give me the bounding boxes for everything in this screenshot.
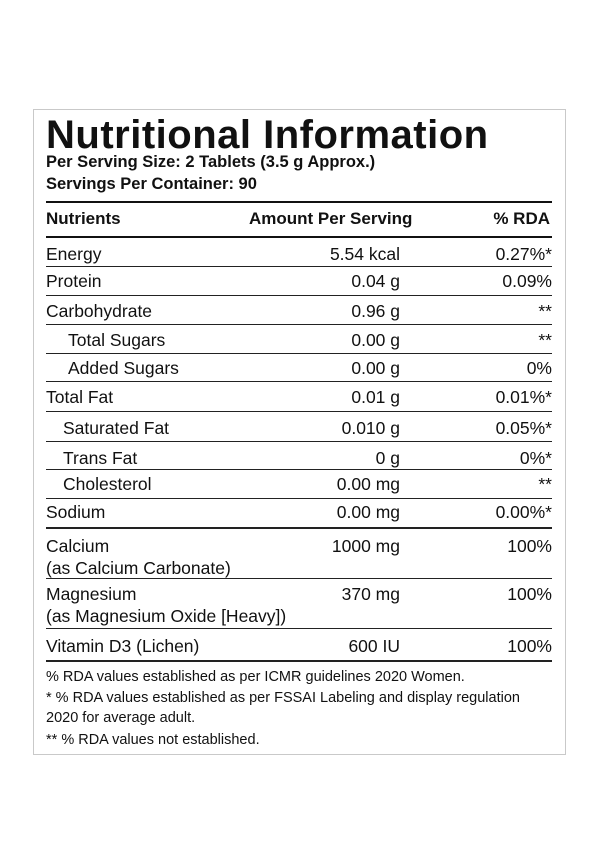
row-rda: 100%: [507, 536, 552, 556]
row-amount: 0.00 mg: [336, 502, 400, 522]
row-amount: 1000 mg: [331, 536, 400, 556]
table-row: [46, 412, 552, 442]
row-name: [46, 535, 231, 579]
row-name: Sodium: [46, 502, 106, 522]
header-nutrients: Nutrients: [46, 209, 121, 228]
row-rda: 100%: [507, 584, 552, 604]
footnote-not-established: ** % RDA values not established.: [46, 732, 260, 748]
nutrient-source: (as Calcium Carbonate): [46, 558, 231, 578]
table-row: [46, 267, 552, 296]
row-rda: 0.09%: [502, 271, 552, 291]
row-amount: 0.00 g: [351, 358, 400, 378]
row-name: Protein: [46, 271, 102, 291]
row-amount: 0.010 g: [341, 418, 400, 438]
table-row: [46, 579, 552, 629]
row-rda: 0%: [526, 358, 552, 378]
table-row: [46, 325, 552, 354]
row-name: Saturated Fat: [63, 418, 170, 438]
nutrient-label: Magnesium: [46, 584, 137, 604]
row-name: Total Fat: [46, 387, 114, 407]
servings-per-container: Servings Per Container: 90: [46, 175, 257, 193]
footnote-fssai: * % RDA values established as per FSSAI Labeling and display regulation 2020 for average adult.: [46, 690, 520, 726]
row-rda: 0%*: [519, 448, 552, 468]
row-name: Energy: [46, 244, 102, 264]
row-rda: 0.05%*: [495, 418, 552, 438]
row-rda: 0.01%*: [495, 387, 552, 407]
row-rda: 0.00%*: [495, 502, 552, 522]
row-amount: 0.01 g: [351, 387, 400, 407]
row-name: Carbohydrate: [46, 301, 153, 321]
header-amount: Amount Per Serving: [249, 209, 413, 228]
row-rda: **: [538, 474, 552, 494]
header-top-rule: [46, 201, 552, 203]
row-amount: 370 mg: [341, 584, 400, 604]
panel-title: Nutritional Information: [46, 113, 489, 157]
row-amount: 0.04 g: [351, 271, 400, 291]
table-row: [46, 529, 552, 579]
table-row: [46, 354, 552, 382]
nutrient-label: Calcium: [46, 536, 110, 556]
row-rda: **: [538, 330, 552, 350]
row-amount: 600 IU: [348, 636, 400, 656]
row-rda: 0.27%*: [495, 244, 552, 264]
header-rda: % RDA: [493, 209, 550, 228]
table-row: [46, 629, 552, 662]
row-amount: 0.96 g: [351, 301, 400, 321]
row-rda: 100%: [507, 636, 552, 656]
nutrient-source: (as Magnesium Oxide [Heavy]): [46, 606, 287, 626]
row-name: Cholesterol: [63, 474, 152, 494]
table-row: [46, 296, 552, 325]
table-row: [46, 470, 552, 499]
row-name: Trans Fat: [63, 448, 138, 468]
table-row: [46, 382, 552, 412]
row-amount: 0.00 mg: [336, 474, 400, 494]
row-name: Vitamin D3 (Lichen): [46, 636, 200, 656]
row-name: Added Sugars: [68, 358, 179, 378]
row-name: [46, 583, 286, 627]
row-name: Total Sugars: [68, 330, 166, 350]
row-amount: 0 g: [375, 448, 400, 468]
nutrition-panel: [33, 109, 566, 755]
row-amount: 0.00 g: [351, 330, 400, 350]
table-row: [46, 238, 552, 267]
footnote-icmr: % RDA values established as per ICMR guidelines 2020 Women.: [46, 669, 465, 685]
table-row: [46, 499, 552, 529]
row-amount: 5.54 kcal: [329, 244, 400, 264]
serving-size: Per Serving Size: 2 Tablets (3.5 g Approx.): [46, 153, 376, 171]
table-row: [46, 442, 552, 470]
row-rda: **: [538, 301, 552, 321]
